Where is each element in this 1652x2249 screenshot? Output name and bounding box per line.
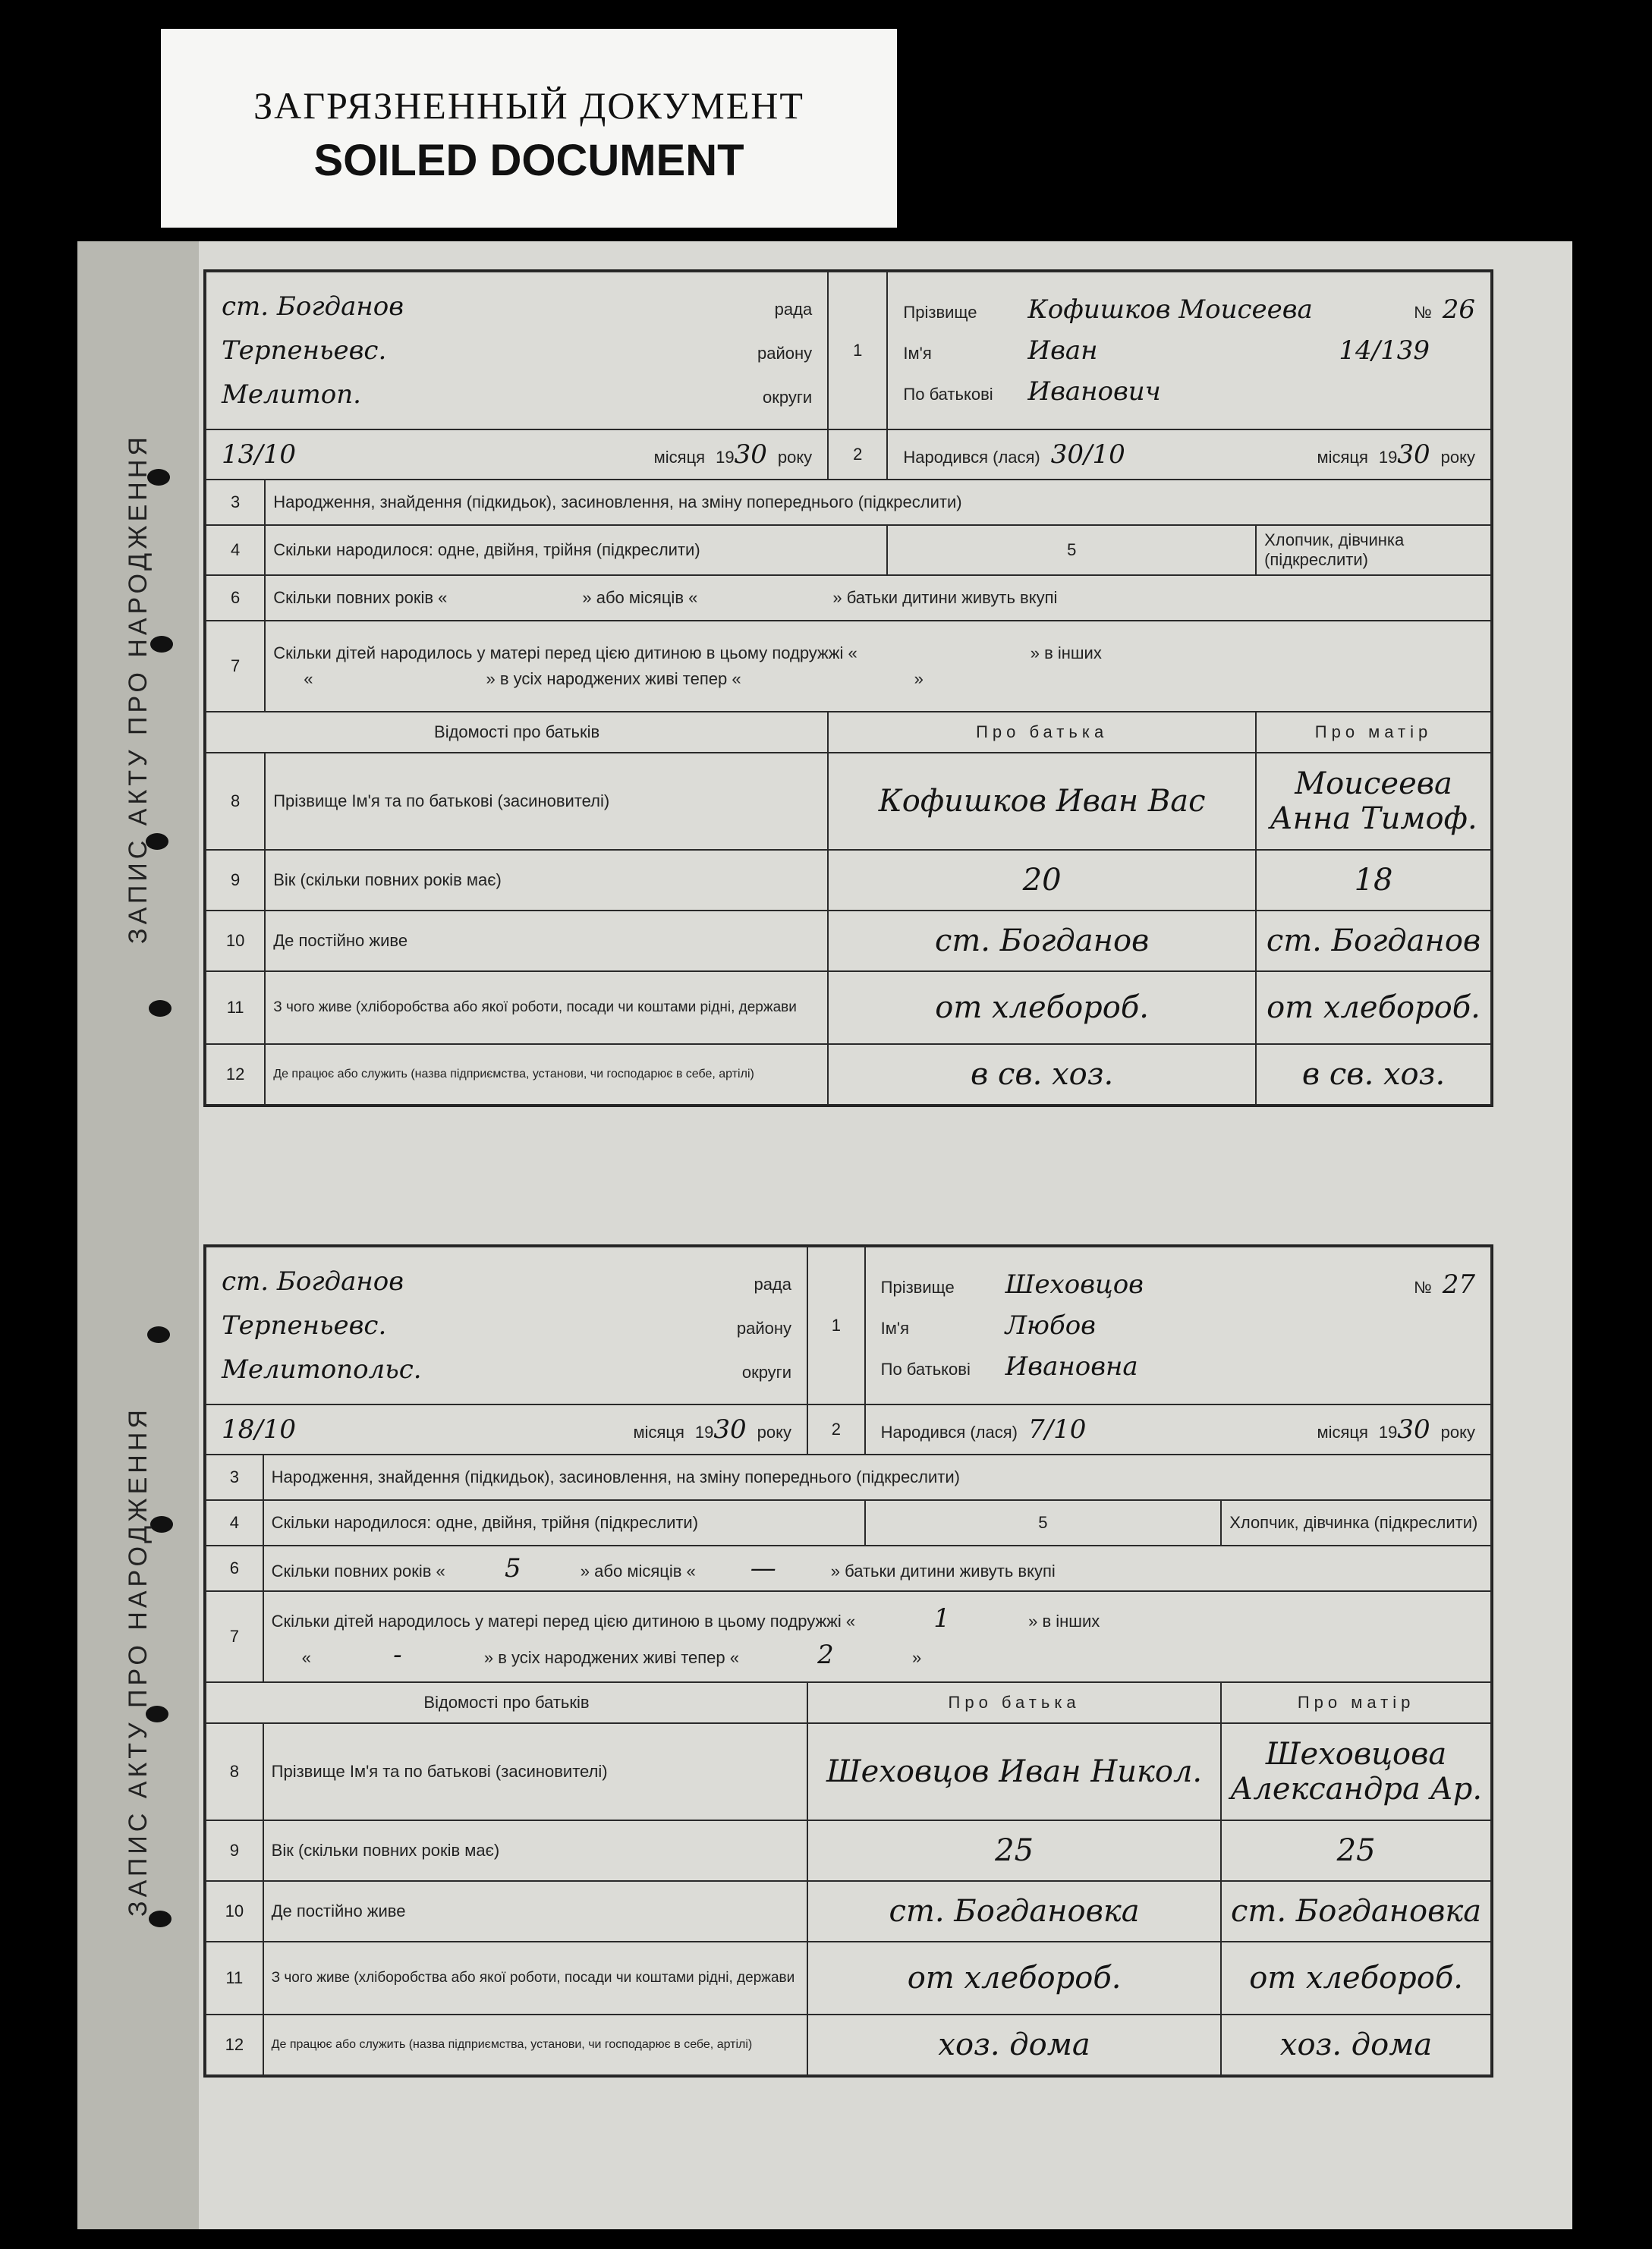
row-number: 2 — [807, 1404, 865, 1455]
r10-label: Де постійно живе — [265, 911, 828, 971]
record-number: 27 — [1442, 1269, 1475, 1300]
row7-alive: 2 — [817, 1640, 834, 1670]
raion-value: Терпеньевс. — [222, 335, 387, 366]
name-label: Ім'я — [880, 1319, 909, 1338]
name-label: Ім'я — [903, 344, 932, 363]
row6-label-a: Скільки повних років « — [271, 1562, 445, 1581]
patronymic-label: По батькові — [903, 385, 993, 404]
month-label: місяця — [1317, 448, 1368, 467]
month-label: місяця — [1317, 1423, 1368, 1442]
mother-age: 25 — [1221, 1820, 1491, 1881]
born-day: 30/10 — [1050, 439, 1125, 470]
father-income: от хлебороб. — [807, 1942, 1221, 2015]
birth-date-cell — [887, 429, 1491, 480]
name-value: Иван — [1027, 335, 1098, 366]
patronymic-label: По батькові — [880, 1360, 971, 1379]
father-work: хоз. дома — [807, 2015, 1221, 2075]
row-number: 5 — [865, 1500, 1222, 1546]
father-age: 25 — [807, 1820, 1221, 1881]
r10-label: Де постійно живе — [263, 1881, 807, 1942]
born-label: Народився (лася) — [903, 448, 1040, 467]
reg-day: 13/10 — [222, 439, 296, 470]
reg-year: 30 — [713, 1414, 747, 1445]
father-header: Про батька — [828, 712, 1256, 753]
row4-text: Скільки народилося: одне, двійня, трійня (підкреслити) — [263, 1500, 865, 1546]
row7-label-c: « — [304, 669, 313, 688]
surname-label: Прізвище — [880, 1278, 955, 1297]
row-number: 2 — [828, 429, 887, 480]
row-number: 11 — [206, 971, 265, 1044]
row5-text: Хлопчик, дівчинка (підкреслити) — [1256, 525, 1491, 575]
label-en: SOILED DOCUMENT — [313, 136, 744, 185]
raion-label: району — [757, 344, 813, 363]
r9-label: Вік (скільки повних років має) — [263, 1820, 807, 1881]
okrug-value: Мелитопольс. — [222, 1354, 422, 1385]
r12-label: Де працює або служить (назва підприємства, установи, чи господарює в себе, артілі) — [265, 1044, 828, 1105]
mother-income: от хлебороб. — [1256, 971, 1491, 1044]
child-name-cell — [865, 1247, 1491, 1404]
reg-day: 18/10 — [222, 1414, 296, 1445]
patronymic-value: Иванович — [1027, 376, 1161, 407]
row7-label-b: » в інших — [1030, 643, 1102, 662]
row3-text: Народження, знайдення (підкидьок), засиновлення, на зміну попереднього (підкреслити) — [263, 1455, 1491, 1500]
surname-value: Кофишков Моисеева — [1027, 294, 1313, 325]
row-number: 6 — [206, 575, 265, 621]
row7-label-e: » — [914, 669, 924, 688]
child-name-cell — [887, 272, 1491, 429]
record-table — [205, 1246, 1492, 2076]
row7-label-b: » в інших — [1028, 1612, 1100, 1631]
parents-header: Відомості про батьків — [206, 712, 828, 753]
row-number: 8 — [206, 753, 265, 850]
surname-value: Шеховцов — [1005, 1269, 1144, 1300]
row7-label-c: « — [301, 1648, 311, 1667]
row7-label-e: » — [912, 1648, 922, 1667]
record-extra-number: 14/139 — [1339, 335, 1430, 366]
row6-years: 5 — [504, 1553, 521, 1584]
birth-record-form-2 — [123, 1244, 1493, 2078]
mother-work: хоз. дома — [1221, 2015, 1491, 2075]
record-number-label: № — [1414, 1278, 1432, 1297]
year-label: року — [1440, 1423, 1475, 1442]
row-number: 4 — [206, 525, 265, 575]
father-header: Про батька — [807, 1682, 1221, 1723]
r11-label: З чого живе (хліборобства або якої роботи, посади чи коштами рідні, держави — [263, 1942, 807, 2015]
year-label: року — [1440, 448, 1475, 467]
row-number: 3 — [206, 1455, 263, 1500]
mother-residence: ст. Богданов — [1256, 911, 1491, 971]
father-age: 20 — [828, 850, 1256, 911]
father-work: в св. хоз. — [828, 1044, 1256, 1105]
row7-label-a: Скільки дітей народилось у матері перед цією дитиною в цьому подружжі « — [273, 643, 857, 662]
born-day: 7/10 — [1027, 1414, 1087, 1445]
mother-work: в св. хоз. — [1256, 1044, 1491, 1105]
registration-date-cell — [206, 429, 828, 480]
born-year: 30 — [1397, 1414, 1430, 1445]
row4-text: Скільки народилося: одне, двійня, трійня (підкреслити) — [265, 525, 887, 575]
born-year: 30 — [1397, 439, 1430, 470]
place-cell — [206, 272, 828, 429]
row-number: 5 — [887, 525, 1256, 575]
record-number: 26 — [1442, 294, 1475, 325]
r12-label: Де працює або служить (назва підприємства, установи, чи господарює в себе, артілі) — [263, 2015, 807, 2075]
rada-label: рада — [754, 1275, 791, 1294]
row6-cell — [265, 575, 1491, 621]
year-prefix: 19 — [1378, 448, 1398, 467]
birth-record-form-1 — [123, 269, 1493, 1107]
row7-other: - — [393, 1640, 402, 1670]
father-income: от хлебороб. — [828, 971, 1256, 1044]
row7-label-a: Скільки дітей народилось у матері перед цією дитиною в цьому подружжі « — [271, 1612, 856, 1631]
month-label: місяця — [633, 1423, 684, 1442]
mother-name: Шеховцова Александра Ар. — [1221, 1723, 1491, 1820]
r11-label: З чого живе (хліборобства або якої роботи, посади чи коштами рідні, держави — [265, 971, 828, 1044]
r8-label: Прізвище Ім'я та по батькові (засиновителі) — [265, 753, 828, 850]
side-title: ЗАПИС АКТУ ПРО НАРОДЖЕННЯ — [123, 1405, 153, 1917]
year-prefix: 19 — [716, 448, 735, 467]
birth-date-cell — [865, 1404, 1491, 1455]
raion-label: району — [736, 1319, 791, 1338]
r8-label: Прізвище Ім'я та по батькові (засиновителі) — [263, 1723, 807, 1820]
name-value: Любов — [1005, 1310, 1096, 1341]
record-table — [205, 271, 1492, 1106]
father-residence: ст. Богдановка — [807, 1881, 1221, 1942]
record-number-label: № — [1414, 303, 1432, 322]
row6-label-c: » батьки дитини живуть вкупі — [830, 1562, 1056, 1581]
row-number: 7 — [206, 1591, 263, 1682]
father-name: Кофишков Иван Вас — [828, 753, 1256, 850]
reg-year: 30 — [734, 439, 767, 470]
okrug-value: Мелитоп. — [222, 379, 361, 410]
row-number: 1 — [807, 1247, 865, 1404]
mother-income: от хлебороб. — [1221, 1942, 1491, 2015]
row-number: 10 — [206, 1881, 263, 1942]
mother-name: Моисеева Анна Тимоф. — [1256, 753, 1491, 850]
row-number: 10 — [206, 911, 265, 971]
side-title: ЗАПИС АКТУ ПРО НАРОДЖЕННЯ — [123, 432, 153, 944]
year-prefix: 19 — [1378, 1423, 1398, 1442]
row-number: 3 — [206, 480, 265, 525]
row-number: 12 — [206, 2015, 263, 2075]
row-number: 6 — [206, 1546, 263, 1591]
year-prefix: 19 — [694, 1423, 714, 1442]
father-residence: ст. Богданов — [828, 911, 1256, 971]
row-number: 7 — [206, 621, 265, 712]
soiled-document-label — [161, 29, 897, 228]
row6-label-a: Скільки повних років « — [273, 588, 448, 607]
row-number: 8 — [206, 1723, 263, 1820]
mother-age: 18 — [1256, 850, 1491, 911]
born-label: Народився (лася) — [880, 1423, 1018, 1442]
father-name: Шеховцов Иван Никол. — [807, 1723, 1221, 1820]
place-cell — [206, 1247, 807, 1404]
row7-this-marriage: 1 — [933, 1603, 950, 1634]
row-number: 9 — [206, 850, 265, 911]
row7-cell — [265, 621, 1491, 712]
row7-cell — [263, 1591, 1491, 1682]
row-number: 1 — [828, 272, 887, 429]
row3-text: Народження, знайдення (підкидьок), засиновлення, на зміну попереднього (підкреслити) — [265, 480, 1491, 525]
mother-residence: ст. Богдановка — [1221, 1881, 1491, 1942]
row5-text: Хлопчик, дівчинка (підкреслити) — [1221, 1500, 1491, 1546]
row7-label-d: » в усіх народжених живі тепер « — [486, 669, 741, 688]
row-number: 9 — [206, 1820, 263, 1881]
year-label: року — [757, 1423, 791, 1442]
okrug-label: округи — [763, 388, 813, 407]
row6-months: — — [750, 1553, 776, 1584]
okrug-label: округи — [741, 1363, 791, 1382]
rada-value: ст. Богданов — [222, 1266, 404, 1297]
rada-label: рада — [774, 300, 813, 319]
rada-value: ст. Богданов — [222, 291, 404, 322]
row-number: 11 — [206, 1942, 263, 2015]
registration-date-cell — [206, 1404, 807, 1455]
row-number: 12 — [206, 1044, 265, 1105]
mother-header: Про матір — [1256, 712, 1491, 753]
row6-label-b: » або місяців « — [580, 1562, 696, 1581]
row7-label-d: » в усіх народжених живі тепер « — [483, 1648, 739, 1667]
mother-header: Про матір — [1221, 1682, 1491, 1723]
patronymic-value: Ивановна — [1005, 1351, 1138, 1382]
row-number: 4 — [206, 1500, 263, 1546]
row6-cell — [263, 1546, 1491, 1591]
row6-label-c: » батьки дитини живуть вкупі — [832, 588, 1058, 607]
year-label: року — [777, 448, 813, 467]
surname-label: Прізвище — [903, 303, 977, 322]
r9-label: Вік (скільки повних років має) — [265, 850, 828, 911]
month-label: місяця — [653, 448, 706, 467]
parents-header: Відомості про батьків — [206, 1682, 807, 1723]
raion-value: Терпеньевс. — [222, 1310, 387, 1341]
row6-label-b: » або місяців « — [582, 588, 698, 607]
label-ru: ЗАГРЯЗНЕННЫЙ ДОКУМЕНТ — [253, 84, 804, 127]
